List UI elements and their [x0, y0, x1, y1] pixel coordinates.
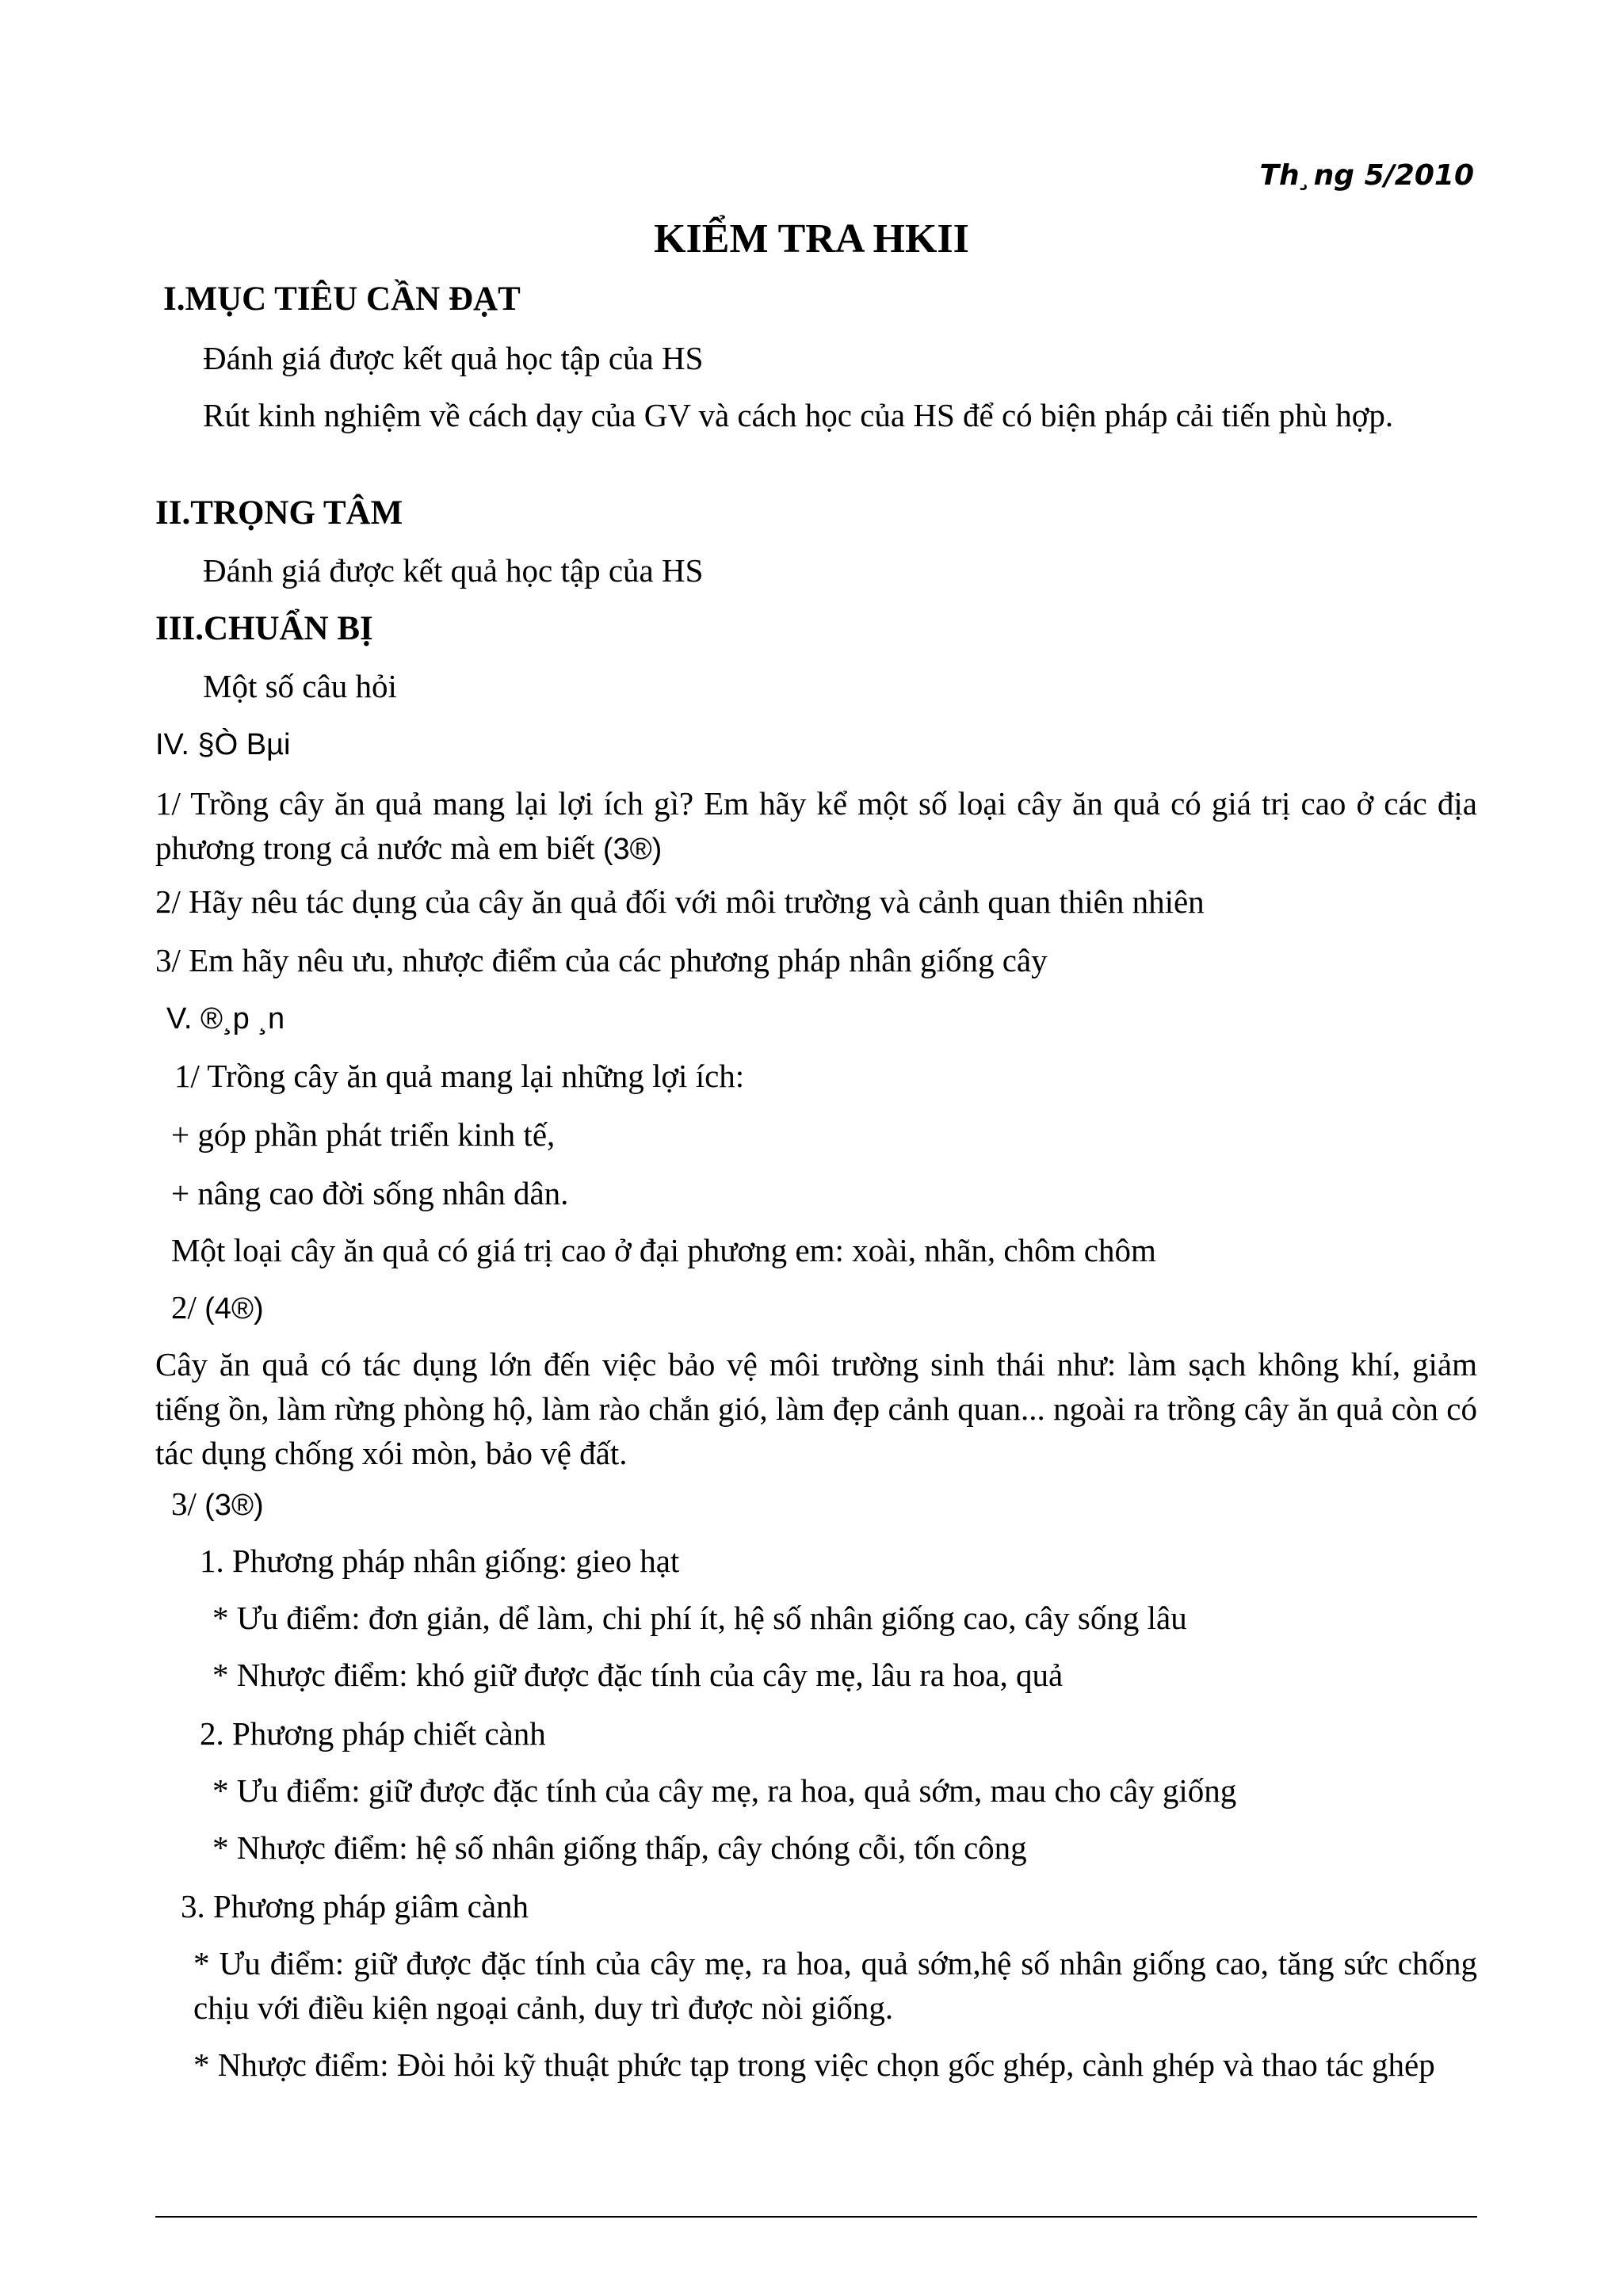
- answer-1-bullet-1: + góp phần phát triển kinh tế,: [171, 1116, 556, 1153]
- answer-1-intro: 1/ Trồng cây ăn quả mang lại những lợi ích:: [174, 1058, 745, 1094]
- question-2: 2/ Hãy nêu tác dụng của cây ăn quả đối với môi trường và cảnh quan thiên nhiên: [155, 883, 1205, 920]
- answer-1-extra: Một loại cây ăn quả có giá trị cao ở đại phương em: xoài, nhãn, chôm chôm: [171, 1232, 1156, 1268]
- method-1-pros: * Ưu điểm: đơn giản, dể làm, chi phí ít, hệ số nhân giống cao, cây sống lâu: [212, 1600, 1187, 1636]
- heading-de-bai: IV. §Ò Bµi: [155, 728, 291, 761]
- method-3-pros: * Ưu điểm: giữ được đặc tính của cây mẹ, ra hoa, quả sớm,hệ số nhân giống cao, tăng sức chống chịu với điều kiện ngoại cảnh, duy trì được nòi giống.: [193, 1945, 1477, 2026]
- method-2-cons: * Nhược điểm: hệ số nhân giống thấp, cây chóng cỗi, tốn công: [212, 1829, 1027, 1866]
- page-title: KIỂM TRA HKII: [654, 216, 969, 261]
- method-2-pros: * Ưu điểm: giữ được đặc tính của cây mẹ, ra hoa, quả sớm, mau cho cây giống: [212, 1772, 1237, 1809]
- chuan-bi-line-1: Một số câu hỏi: [203, 668, 397, 704]
- question-1-points: (3®): [602, 833, 663, 866]
- trong-tam-line-1: Đánh giá được kết quả học tập của HS: [203, 552, 704, 589]
- answer-2-label: 2/ (4®): [171, 1289, 264, 1325]
- method-3-title: 3. Phương pháp giâm cành: [181, 1888, 529, 1924]
- heading-chuan-bi: III.CHUẨN BỊ: [155, 610, 373, 647]
- footer-rule: [155, 2216, 1477, 2218]
- answer-2-points: (4®): [204, 1292, 264, 1325]
- muc-tieu-line-2: Rút kinh nghiệm về cách dạy của GV và cách học của HS để có biện pháp cải tiến phù hợp.: [203, 397, 1394, 433]
- answer-3-label: 3/ (3®): [171, 1486, 264, 1522]
- heading-trong-tam: II.TRỌNG TÂM: [155, 494, 403, 532]
- method-1-cons: * Nhược điểm: khó giữ được đặc tính của cây mẹ, lâu ra hoa, quả: [212, 1657, 1064, 1693]
- question-3: 3/ Em hãy nêu ưu, nhược điểm của các phương pháp nhân giống cây: [155, 942, 1048, 978]
- answer-1-bullet-2: + nâng cao đời sống nhân dân.: [171, 1175, 569, 1211]
- answer-3-points: (3®): [204, 1489, 264, 1522]
- heading-muc-tieu: I.MỤC TIÊU CẦN ĐẠT: [163, 280, 521, 318]
- muc-tieu-line-1: Đánh giá được kết quả học tập của HS: [203, 340, 704, 376]
- question-1: 1/ Trồng cây ăn quả mang lại lợi ích gì? Em hãy kể một số loại cây ăn quả có giá trị cao ở các địa phương trong cả nước mà em biết (3®): [155, 785, 1477, 866]
- answer-2-text: Cây ăn quả có tác dụng lớn đến việc bảo vệ môi trường sinh thái như: làm sạch không khí, giảm tiếng ồn, làm rừng phòng hộ, làm rào chắn gió, làm đẹp cảnh quan... ngoài ra trồng cây ăn quả còn có tác dụng chống xói mòn, bảo vệ đất.: [155, 1346, 1477, 1471]
- method-2-title: 2. Phương pháp chiết cành: [200, 1715, 546, 1752]
- page-date: Th¸ng 5/2010: [1259, 159, 1474, 192]
- heading-dap-an: V. ®¸p ¸n: [166, 1002, 285, 1035]
- method-3-cons: * Nhược điểm: Đòi hỏi kỹ thuật phức tạp trong việc chọn gốc ghép, cành ghép và thao tác ghép: [193, 2046, 1435, 2083]
- method-1-title: 1. Phương pháp nhân giống: gieo hạt: [200, 1543, 680, 1579]
